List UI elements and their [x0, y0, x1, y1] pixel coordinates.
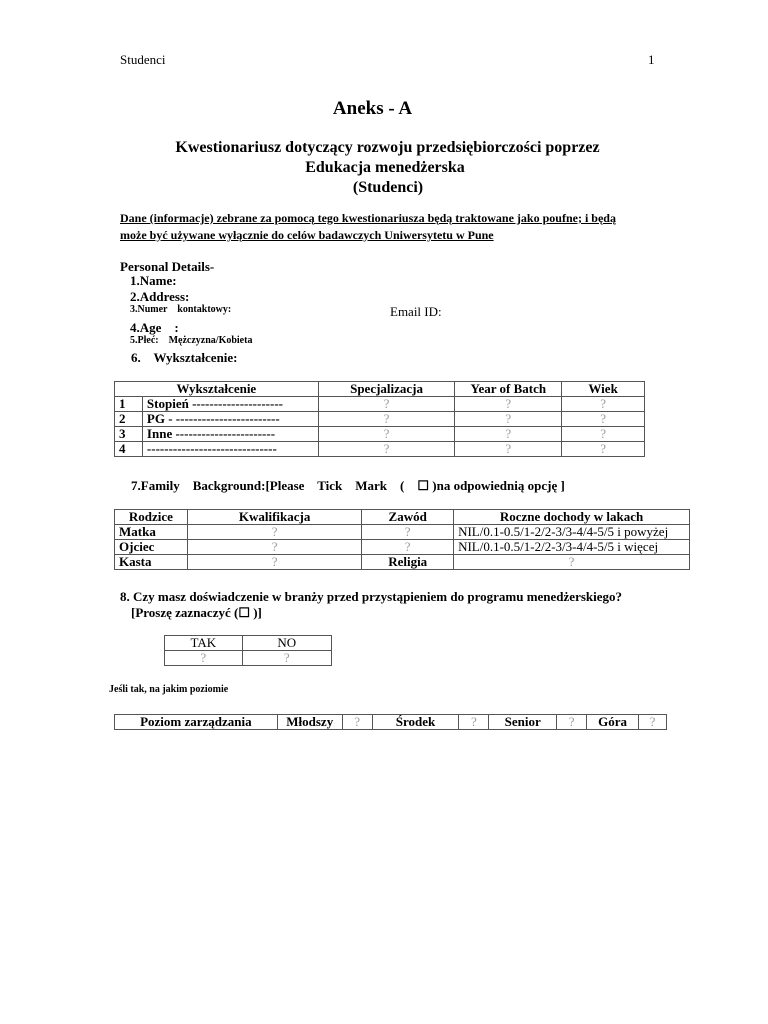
specialization-cell[interactable]: ? — [318, 397, 455, 412]
subtitle-line-3: (Studenci) — [352, 179, 424, 196]
parent-label: Ojciec — [115, 540, 188, 555]
qualification-cell[interactable]: ? — [187, 540, 361, 555]
middle-label: Środek — [372, 715, 459, 730]
running-header: Studenci — [120, 52, 166, 67]
education-table-header — [115, 382, 645, 397]
personal-details-heading: Personal Details- — [120, 259, 215, 274]
col-header-qualification: Kwalifikacja — [187, 510, 361, 525]
yes-no-answer-row — [165, 651, 332, 666]
specialization-cell[interactable]: ? — [318, 412, 455, 427]
junior-checkbox[interactable]: ? — [342, 715, 372, 730]
education-table — [114, 381, 645, 457]
email-label: Email ID: — [390, 304, 442, 319]
year-cell[interactable]: ? — [455, 412, 562, 427]
middle-checkbox[interactable]: ? — [459, 715, 489, 730]
table-row — [115, 412, 645, 427]
col-header-education: Wykształcenie — [115, 382, 319, 397]
col-header-occupation: Zawód — [362, 510, 454, 525]
age-label: 4.Age : — [130, 320, 179, 335]
table-row — [115, 442, 645, 457]
col-header-specialization: Specjalizacja — [318, 382, 455, 397]
col-header-parents: Rodzice — [115, 510, 188, 525]
income-options[interactable]: NIL/0.1-0.5/1-2/2-3/3-4/4-5/5 i więcej — [454, 540, 690, 555]
disclaimer-line-2: może być używane wyłącznie do celów badawczych Uniwersytetu w Pune — [120, 228, 494, 242]
parent-label: Matka — [115, 525, 188, 540]
subtitle-line-1: Kwestionariusz dotyczący rozwoju przedsiębiorczości poprzez — [175, 139, 600, 156]
no-checkbox[interactable]: ? — [242, 651, 331, 666]
caste-label: Kasta — [115, 555, 188, 570]
family-table — [114, 509, 690, 570]
row-number: 2 — [115, 412, 143, 427]
row-number: 3 — [115, 427, 143, 442]
management-level-table — [114, 714, 667, 730]
education-label: 6. Wykształcenie: — [131, 350, 238, 365]
row-label: Inne ----------------------- — [142, 427, 318, 442]
family-table-header — [115, 510, 690, 525]
row-number: 1 — [115, 397, 143, 412]
name-label: 1.Name: — [130, 273, 177, 288]
religion-label: Religia — [362, 555, 454, 570]
top-checkbox[interactable]: ? — [639, 715, 667, 730]
yes-label: TAK — [165, 636, 243, 651]
col-header-year-of-batch: Year of Batch — [455, 382, 562, 397]
top-label: Góra — [587, 715, 639, 730]
occupation-cell[interactable]: ? — [362, 540, 454, 555]
disclaimer-line-1: Dane (informacje) zebrane za pomocą tego kwestionariusza będą traktowane jako poufne; i będą — [120, 211, 616, 225]
table-row — [115, 555, 690, 570]
specialization-cell[interactable]: ? — [318, 427, 455, 442]
income-options[interactable]: NIL/0.1-0.5/1-2/2-3/3-4/4-5/5 i powyżej — [454, 525, 690, 540]
year-cell[interactable]: ? — [455, 397, 562, 412]
yes-no-header — [165, 636, 332, 651]
question-8: 8. Czy masz doświadczenie w branży przed przystąpieniem do programu menedżerskiego? — [120, 589, 623, 604]
subtitle-line-2: Edukacja menedżerska — [305, 159, 465, 176]
qualification-cell[interactable]: ? — [187, 525, 361, 540]
senior-checkbox[interactable]: ? — [557, 715, 587, 730]
col-header-age: Wiek — [562, 382, 645, 397]
row-label: ------------------------------ — [142, 442, 318, 457]
document-title: Aneks - A — [332, 98, 413, 119]
family-background-heading: 7.Family Background:[Please Tick Mark ( ☐ )na odpowiednią opcję ] — [131, 478, 565, 493]
row-label: PG - ------------------------ — [142, 412, 318, 427]
senior-label: Senior — [489, 715, 557, 730]
management-level-row — [115, 715, 667, 730]
no-label: NO — [242, 636, 331, 651]
row-number: 4 — [115, 442, 143, 457]
age-cell[interactable]: ? — [562, 412, 645, 427]
specialization-cell[interactable]: ? — [318, 442, 455, 457]
age-cell[interactable]: ? — [562, 397, 645, 412]
table-row — [115, 397, 645, 412]
question-8-instruction: [Proszę zaznaczyć (☐ )] — [131, 605, 262, 620]
col-header-income: Roczne dochody w lakach — [454, 510, 690, 525]
year-cell[interactable]: ? — [455, 427, 562, 442]
if-yes-label: Jeśli tak, na jakim poziomie — [109, 684, 229, 695]
age-cell[interactable]: ? — [562, 427, 645, 442]
table-row — [115, 525, 690, 540]
gender-label: 5.Płeć: Mężczyzna/Kobieta — [130, 335, 253, 346]
management-level-label: Poziom zarządzania — [115, 715, 278, 730]
address-label: 2.Address: — [130, 289, 190, 304]
religion-cell[interactable]: ? — [454, 555, 690, 570]
yes-no-table — [164, 635, 332, 666]
caste-cell[interactable]: ? — [187, 555, 361, 570]
occupation-cell[interactable]: ? — [362, 525, 454, 540]
table-row — [115, 540, 690, 555]
table-row — [115, 427, 645, 442]
year-cell[interactable]: ? — [455, 442, 562, 457]
page-number: 1 — [648, 52, 655, 67]
age-cell[interactable]: ? — [562, 442, 645, 457]
yes-checkbox[interactable]: ? — [165, 651, 243, 666]
junior-label: Młodszy — [277, 715, 342, 730]
row-label: Stopień --------------------- — [142, 397, 318, 412]
contact-label: 3.Numer kontaktowy: — [130, 304, 232, 315]
